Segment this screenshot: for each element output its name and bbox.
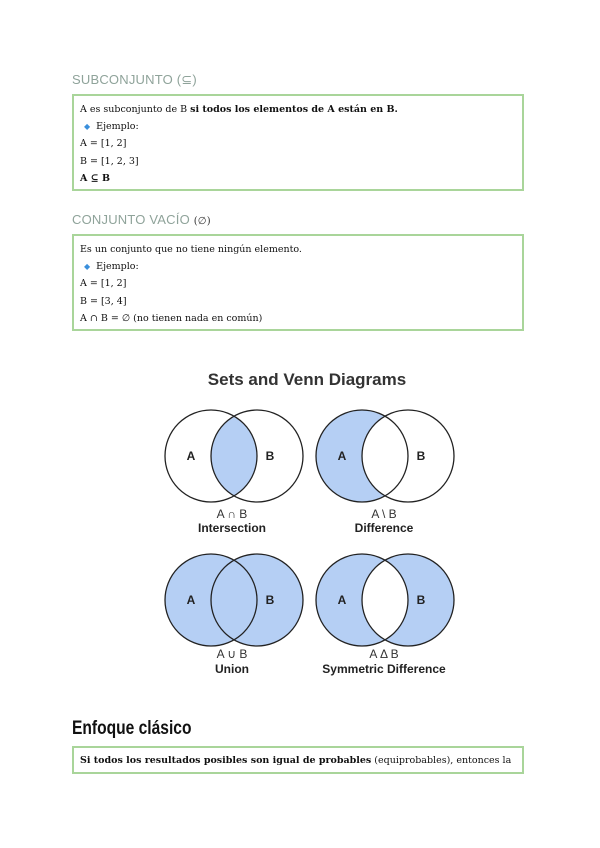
venn-panel-union bbox=[165, 554, 303, 676]
operation-notation: A Δ B bbox=[369, 647, 399, 661]
operation-name: Union bbox=[215, 662, 249, 676]
definition-line: Si todos los resultados posibles son igual de probables (equiprobables), entonces la bbox=[80, 755, 512, 766]
set-label-a: A bbox=[186, 593, 196, 607]
definition-box-enfoque-clasico bbox=[72, 746, 524, 774]
bullet-icon: ◆ bbox=[84, 122, 91, 132]
set-label-b: B bbox=[416, 449, 426, 463]
set-label-a: A bbox=[186, 449, 196, 463]
example-line: B = [1, 2, 3] bbox=[80, 155, 139, 167]
example-line: A ⊆ B bbox=[80, 172, 110, 184]
definition-box-subconjunto bbox=[72, 94, 524, 191]
section-heading-conjunto-vacio bbox=[72, 212, 211, 227]
operation-notation: A ∩ B bbox=[216, 507, 248, 521]
operation-name: Intersection bbox=[197, 521, 267, 535]
section-title-suffix: (∅) bbox=[193, 216, 211, 227]
set-label-a: A bbox=[337, 593, 347, 607]
operation-name: Difference bbox=[354, 521, 414, 535]
definition-line: A es subconjunto de B si todos los elementos de A están en B. bbox=[80, 104, 398, 115]
example-bullet: ◆ Ejemplo: bbox=[84, 261, 139, 273]
operation-notation: A ∪ B bbox=[216, 647, 248, 661]
diagram-title: Sets and Venn Diagrams bbox=[207, 370, 407, 389]
section-title: CONJUNTO VACÍO bbox=[72, 212, 190, 227]
example-line: A ∩ B = ∅ (no tienen nada en común) bbox=[80, 312, 263, 324]
operation-name: Symmetric Difference bbox=[322, 662, 446, 676]
set-label-a: A bbox=[337, 449, 347, 463]
set-label-b: B bbox=[265, 449, 275, 463]
definition-line: Es un conjunto que no tiene ningún elemento. bbox=[80, 244, 302, 255]
bullet-icon: ◆ bbox=[84, 262, 91, 272]
example-line: A = [1, 2] bbox=[80, 138, 127, 150]
set-label-b: B bbox=[416, 593, 426, 607]
venn-diagram-figure bbox=[0, 355, 600, 705]
example-bullet: ◆ Ejemplo: bbox=[84, 121, 139, 133]
section-title: SUBCONJUNTO (⊆) bbox=[72, 72, 197, 87]
section-heading-subconjunto bbox=[72, 72, 197, 88]
example-line: A = [1, 2] bbox=[80, 278, 127, 290]
example-line: B = [3, 4] bbox=[80, 295, 127, 307]
venn-panel-intersection bbox=[165, 410, 303, 535]
definition-box-conjunto-vacio bbox=[72, 234, 524, 331]
venn-panel-symmetric-difference bbox=[316, 554, 454, 676]
operation-notation: A \ B bbox=[371, 507, 397, 521]
section-title-enfoque-clasico: Enfoque clásico bbox=[72, 718, 192, 739]
set-label-b: B bbox=[265, 593, 275, 607]
venn-panel-difference bbox=[316, 410, 454, 535]
